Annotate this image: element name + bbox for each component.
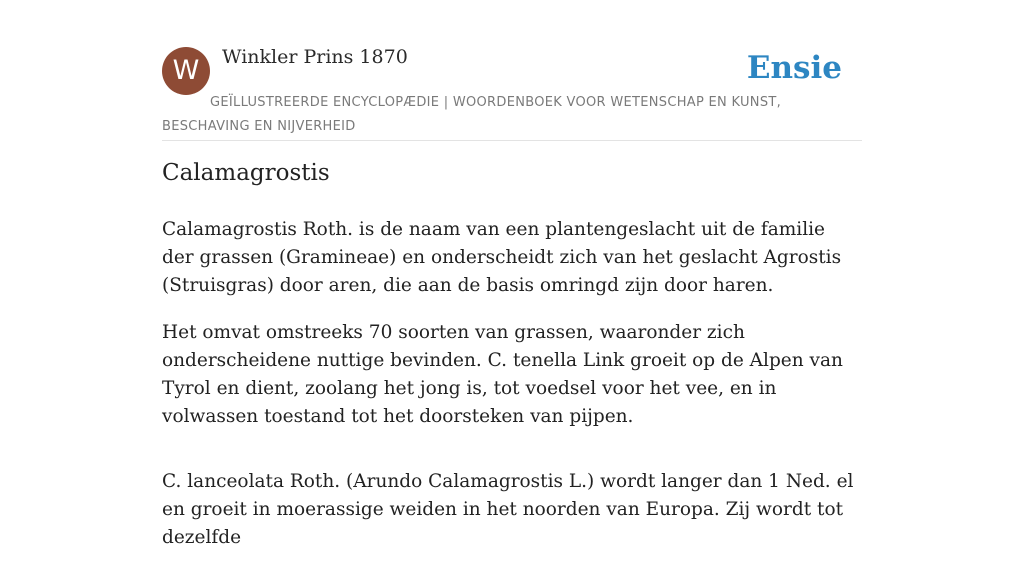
- ensie-logo[interactable]: Ensie: [746, 50, 842, 86]
- article-paragraph: C. lanceolata Roth. (Arundo Calamagrostis L.) wordt langer dan 1 Ned. el en groeit in moerassige weiden in het noorden van Europa. Zij wordt tot dezelfde: [162, 471, 854, 548]
- article-paragraph: Calamagrostis Roth. is de naam van een plantengeslacht uit de familie der grassen (Gramineae) en onderscheidt zich van het geslacht Agrostis (Struisgras) door aren, die aan de basis omringd zijn door haren.: [162, 219, 842, 296]
- article-paragraph: Het omvat omstreeks 70 soorten van grassen, waaronder zich onderscheidene nuttige bevinden. C. tenella Link groeit op de Alpen van Tyrol en dient, zoolang het jong is, tot voedsel voor het vee, en in volwassen toestand tot het doorsteken van pijpen.: [162, 322, 843, 427]
- page-title: Calamagrostis: [162, 160, 330, 186]
- source-title-link[interactable]: Winkler Prins 1870: [222, 46, 408, 68]
- article-body: [162, 216, 862, 571]
- source-avatar[interactable]: W: [162, 47, 210, 95]
- site-header: [162, 44, 862, 141]
- source-subtitle: GEÏLLUSTREERDE ENCYCLOPÆDIE | WOORDENBOEK VOOR WETENSCHAP EN KUNST, BESCHAVING EN NIJVERHEID: [162, 95, 782, 134]
